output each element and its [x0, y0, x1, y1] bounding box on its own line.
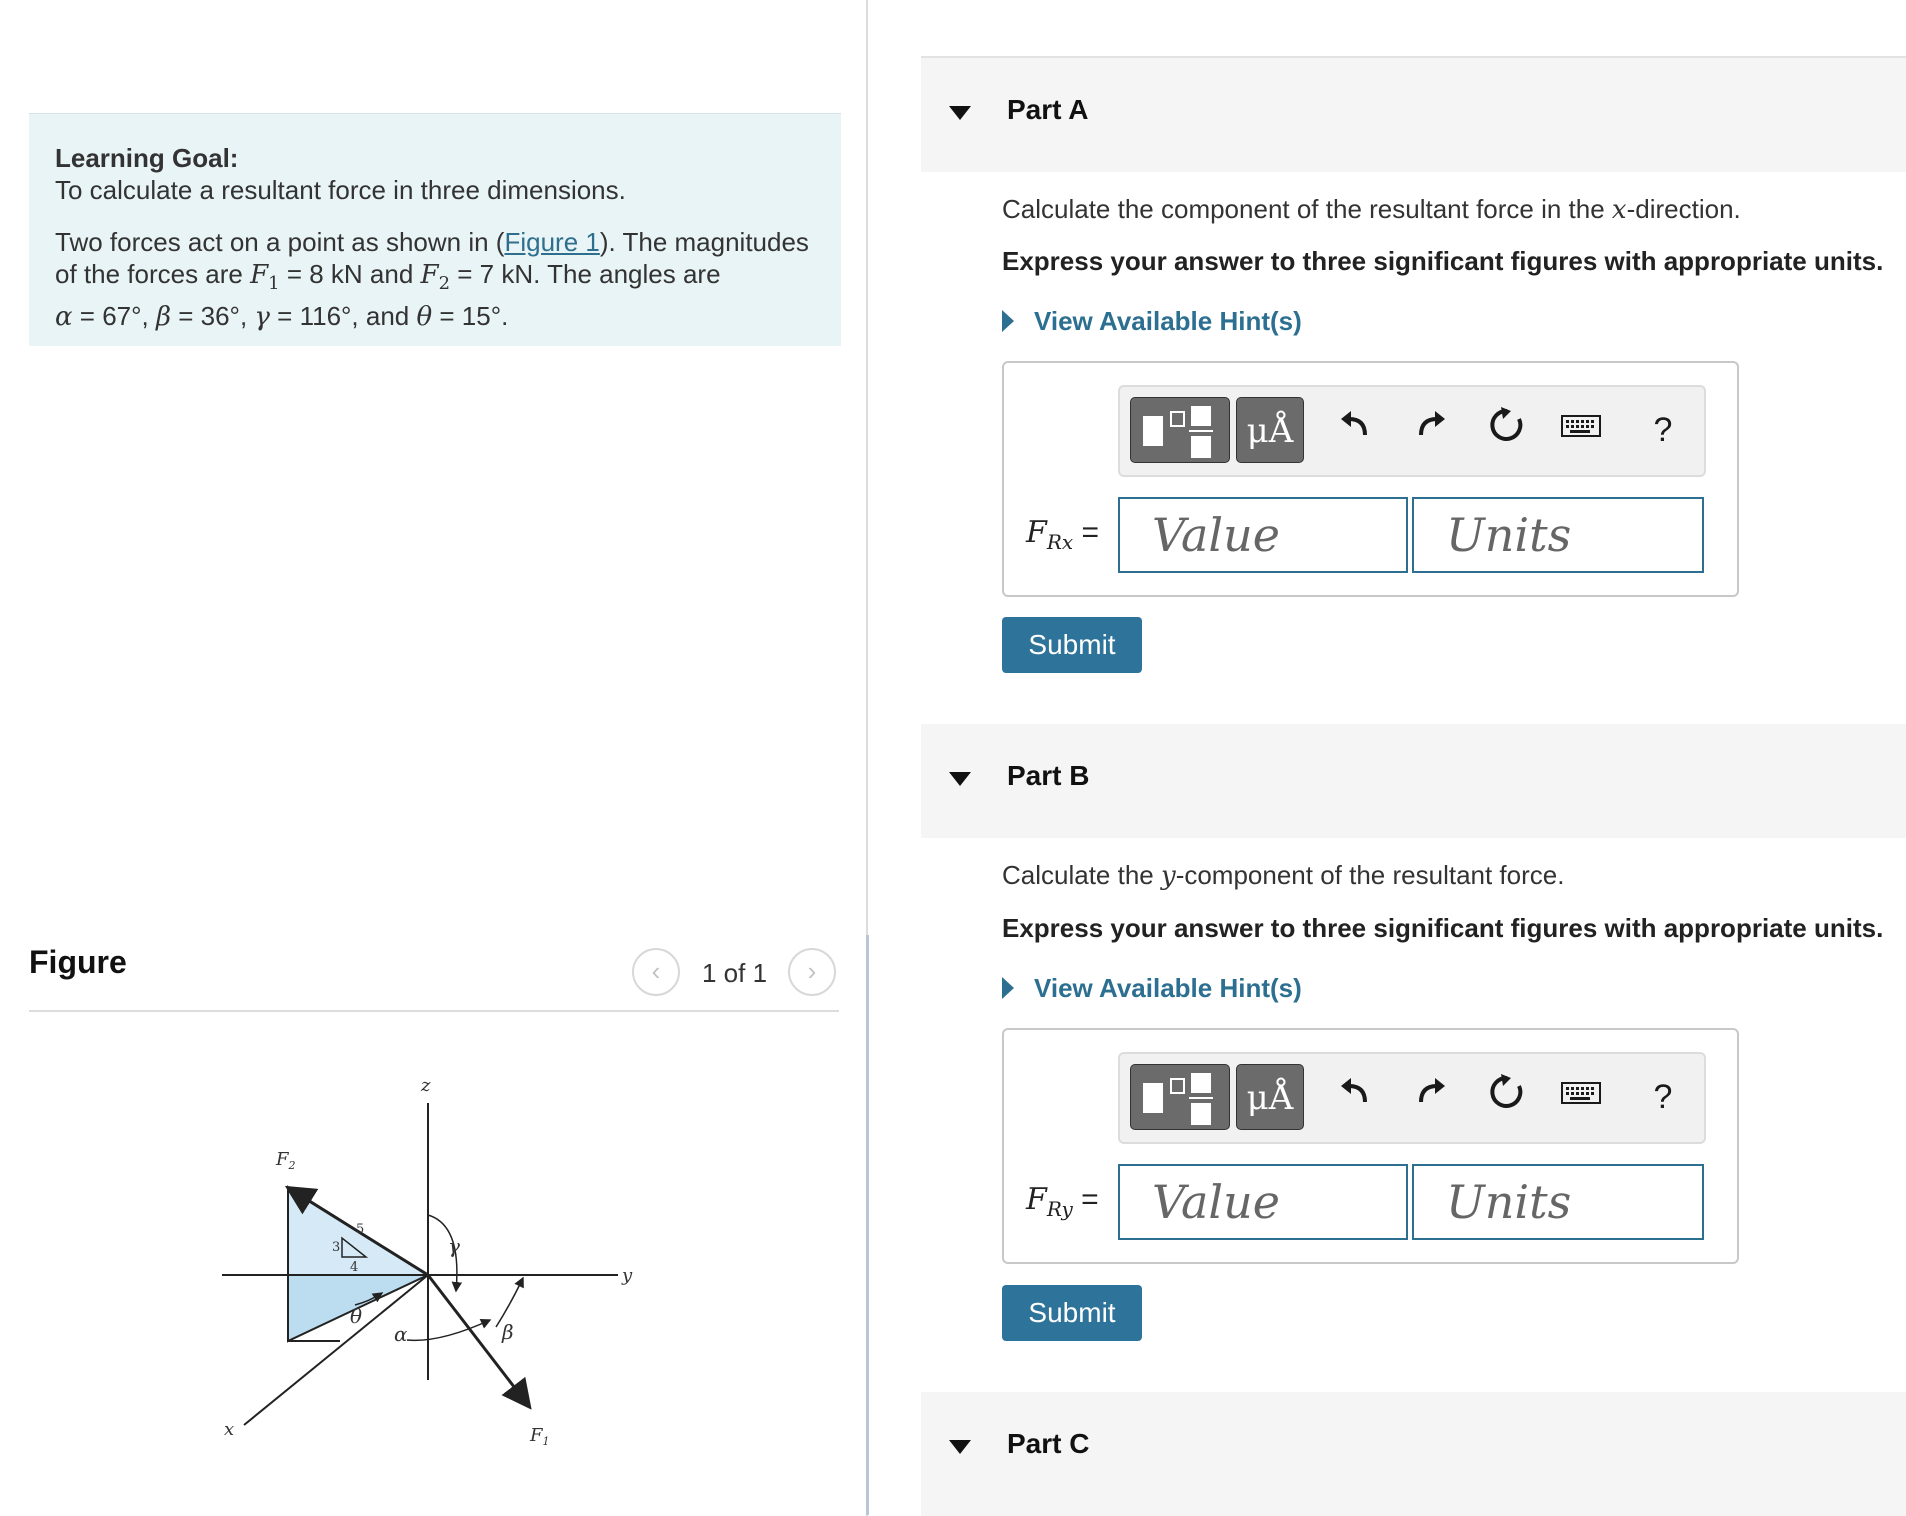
figure-divider — [29, 1010, 839, 1012]
units-symbol-button[interactable]: μÅ — [1236, 397, 1304, 463]
redo-icon[interactable] — [1406, 405, 1456, 455]
template-button[interactable] — [1130, 397, 1230, 463]
z-axis-label: z — [421, 1075, 431, 1096]
left-panel — [0, 0, 866, 1516]
learning-goal-intro: To calculate a resultant force in three dimensions. — [55, 175, 626, 205]
part-c-header[interactable] — [921, 1392, 1906, 1516]
fraction-template-icon — [1131, 398, 1229, 462]
part-a-answer-label: $F_{Rx}$ = — [1026, 515, 1100, 554]
part-b-instruction: Express your answer to three significant figures with appropriate units. — [1002, 913, 1884, 943]
reset-icon[interactable] — [1482, 405, 1532, 455]
help-button[interactable]: ? — [1653, 1078, 1673, 1116]
beta-value: = 36°, — [171, 301, 255, 332]
beta-label: β — [502, 1320, 514, 1344]
f2-label: $F_2$ — [276, 1149, 296, 1172]
gamma-label: γ — [448, 1234, 460, 1258]
expand-arrow-icon — [1002, 310, 1014, 332]
part-a-question: Calculate the component of the resultant force in the x-direction. — [1002, 194, 1741, 225]
f1-value: = 8 kN — [279, 259, 363, 289]
reset-icon[interactable] — [1482, 1072, 1532, 1122]
alpha-label: α — [394, 1322, 408, 1346]
figure-link[interactable]: Figure 1 — [504, 227, 600, 257]
f1-label: $F_1$ — [530, 1425, 550, 1448]
force-diagram — [200, 1065, 700, 1485]
f2-value: = 7 kN — [450, 259, 534, 289]
f1-symbol: $F_1$ — [250, 260, 280, 295]
next-figure-button[interactable]: › — [788, 948, 836, 996]
part-a-title: Part A — [1007, 94, 1089, 125]
keyboard-icon[interactable] — [1556, 405, 1606, 455]
problem-statement — [55, 226, 815, 333]
theta-label: θ — [350, 1304, 363, 1328]
fraction-template-icon — [1131, 1065, 1229, 1129]
panel-scroll-indicator[interactable] — [866, 935, 869, 1515]
learning-goal-heading: Learning Goal: — [55, 143, 239, 173]
figure-title: Figure — [29, 944, 127, 980]
value-input[interactable]: Value — [1118, 1164, 1408, 1240]
part-a-answer-box — [1002, 361, 1739, 597]
part-b-title: Part B — [1007, 760, 1090, 791]
part-c-title: Part C — [1007, 1428, 1090, 1459]
gamma-value: = 116°, and — [269, 301, 417, 332]
statement-text: and — [362, 259, 421, 289]
statement-text: . The angles are — [533, 259, 721, 289]
undo-icon[interactable] — [1330, 1072, 1380, 1122]
figure-pager-text: 1 of 1 — [702, 958, 768, 988]
alpha-symbol: α — [55, 302, 73, 333]
slope-label-4: 4 — [350, 1260, 359, 1275]
part-b-submit-button[interactable]: Submit — [1002, 1285, 1142, 1341]
part-b-answer-box — [1002, 1028, 1739, 1264]
beta-symbol: β — [155, 302, 171, 333]
part-b-answer-label: $F_{Ry}$ = — [1026, 1182, 1099, 1221]
units-symbol-button[interactable]: μÅ — [1236, 1064, 1304, 1130]
part-a-hint-toggle[interactable]: View Available Hint(s) — [1002, 306, 1302, 337]
part-b-question: Calculate the y-component of the resultant force. — [1002, 860, 1565, 891]
collapse-caret-icon[interactable] — [949, 106, 971, 120]
units-input[interactable]: Units — [1412, 497, 1704, 573]
part-b-hint-toggle[interactable]: View Available Hint(s) — [1002, 973, 1302, 1004]
slope-label-3: 3 — [332, 1240, 341, 1255]
part-b-header[interactable] — [921, 724, 1906, 838]
redo-icon[interactable] — [1406, 1072, 1456, 1122]
x-axis-label: x — [224, 1419, 235, 1440]
slope-label-5: 5 — [356, 1222, 365, 1237]
value-input[interactable]: Value — [1118, 497, 1408, 573]
learning-goal-box — [29, 113, 841, 346]
f2-symbol: $F_2$ — [420, 260, 451, 295]
alpha-value: = 67°, — [72, 301, 156, 332]
y-axis-label: y — [622, 1265, 633, 1286]
theta-symbol: θ — [416, 302, 433, 333]
undo-icon[interactable] — [1330, 405, 1380, 455]
collapse-caret-icon[interactable] — [949, 772, 971, 786]
units-input[interactable]: Units — [1412, 1164, 1704, 1240]
math-toolbar — [1118, 1052, 1706, 1144]
expand-arrow-icon — [1002, 977, 1014, 999]
collapse-caret-icon[interactable] — [949, 1440, 971, 1454]
statement-text: ). The magnitudes of the forces are — [55, 227, 809, 289]
part-a-instruction: Express your answer to three significant figures with appropriate units. — [1002, 246, 1884, 276]
gamma-symbol: γ — [254, 302, 270, 333]
keyboard-icon[interactable] — [1556, 1072, 1606, 1122]
statement-text: Two forces act on a point as shown in ( — [55, 227, 505, 257]
help-button[interactable]: ? — [1653, 411, 1673, 449]
math-toolbar — [1118, 385, 1706, 477]
theta-value: = 15°. — [432, 301, 509, 332]
previous-figure-button[interactable]: ‹ — [632, 948, 680, 996]
part-a-submit-button[interactable]: Submit — [1002, 617, 1142, 673]
part-a-header[interactable] — [921, 58, 1906, 172]
template-button[interactable] — [1130, 1064, 1230, 1130]
